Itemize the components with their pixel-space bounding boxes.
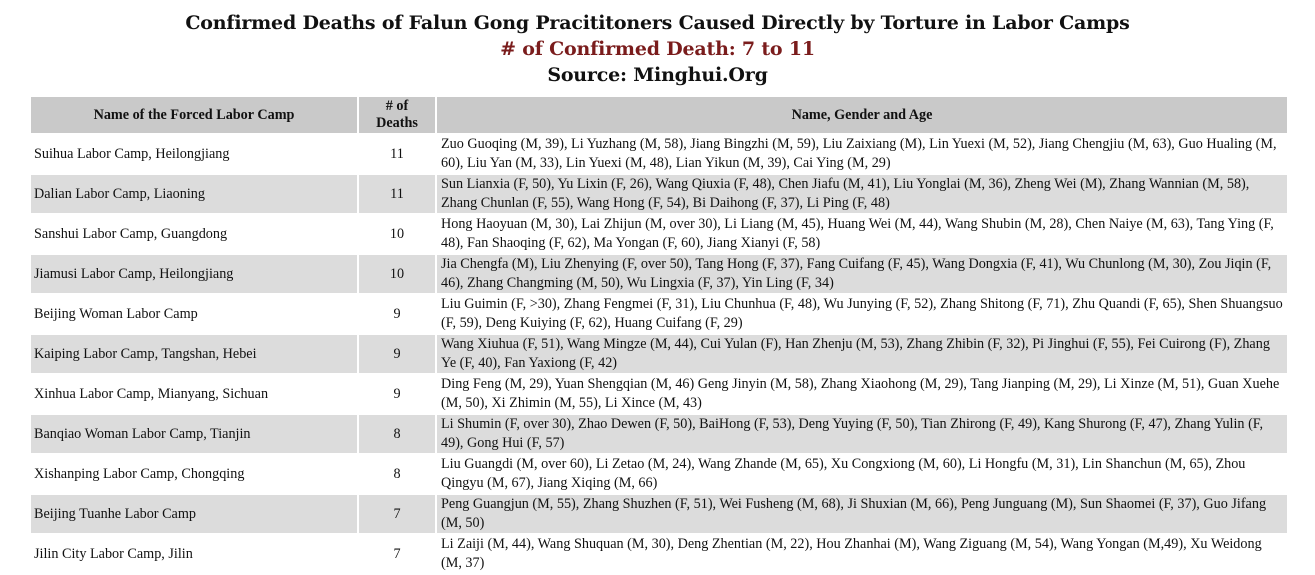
death-count-cell: 10	[357, 215, 437, 253]
table-row	[31, 535, 1287, 573]
source-line: Source: Minghui.Org	[547, 64, 768, 86]
victims-list-cell: Zuo Guoqing (M, 39), Li Yuzhang (M, 58), Jiang Bingzhi (M, 59), Liu Zaixiang (M), Lin Yuexi (M, 52), Jiang Chengjiu (M, 63), Guo Hualing (M, 60), Liu Yan (M, 33), Lin Yuexi (M, 48), Lian Yikun (M, 39), Cai Ying (M, 29)	[441, 136, 1277, 171]
death-count-cell: 7	[357, 495, 437, 533]
death-count-cell: 9	[357, 335, 437, 373]
death-count-cell: 7	[357, 535, 437, 573]
camp-name-cell: Jiamusi Labor Camp, Heilongjiang	[31, 255, 357, 293]
victims-list-cell: Liu Guimin (F, >30), Zhang Fengmei (F, 31), Liu Chunhua (F, 48), Wu Junying (F, 52), Zhang Shitong (F, 71), Zhu Quandi (F, 65), Shen Shuangsuo (F, 59), Deng Kuiying (F, 62), Huang Cuifang (F, 29)	[441, 296, 1283, 331]
table-row	[31, 295, 1287, 333]
victims-list-cell: Hong Haoyuan (M, 30), Lai Zhijun (M, over 30), Li Liang (M, 45), Huang Wei (M, 44), Wang Shubin (M, 28), Chen Naiye (M, 63), Tang Ying (F, 48), Fan Shaoqing (F, 62), Ma Yongan (F, 60), Jiang Xianyi (F, 58)	[441, 216, 1274, 251]
camp-name-cell: Banqiao Woman Labor Camp, Tianjin	[31, 415, 357, 453]
table-row	[31, 215, 1287, 253]
victims-list-cell: Liu Guangdi (M, over 60), Li Zetao (M, 24), Wang Zhande (M, 65), Xu Congxiong (M, 60), Li Hongfu (M, 31), Lin Shanchun (M, 65), Zhou Qingyu (M, 67), Jiang Xiqing (M, 66)	[441, 456, 1246, 491]
camp-name-cell: Xinhua Labor Camp, Mianyang, Sichuan	[34, 385, 269, 402]
table-row	[31, 495, 1287, 533]
camp-name-cell: Jilin City Labor Camp, Jilin	[34, 545, 193, 562]
column-header-names: Name, Gender and Age	[437, 97, 1287, 133]
table-row	[31, 335, 1287, 373]
victims-list-cell: Li Shumin (F, over 30), Zhao Dewen (F, 50), BaiHong (F, 53), Deng Yuying (F, 50), Tian Zhirong (F, 49), Kang Shurong (F, 47), Zhang Yulin (F, 49), Gong Hui (F, 57)	[437, 415, 1287, 453]
victims-list-cell: Sun Lianxia (F, 50), Yu Lixin (F, 26), Wang Qiuxia (F, 48), Chen Jiafu (M, 41), Liu Yonglai (M, 36), Zheng Wei (M), Zhang Wannian (M, 58), Zhang Chunlan (F, 55), Wang Hong (F, 54), Bi Daihong (F, 37), Li Ping (F, 48)	[437, 175, 1287, 213]
page-title: Confirmed Deaths of Falun Gong Pracititoners Caused Directly by Torture in Labor Camps	[185, 12, 1130, 34]
victims-list-cell: Wang Xiuhua (F, 51), Wang Mingze (M, 44), Cui Yulan (F), Han Zhenju (M, 53), Zhang Zhibin (F, 32), Pi Jinghui (F, 55), Fei Cuirong (F), Zhang Ye (F, 40), Fan Yaxiong (F, 42)	[437, 335, 1287, 373]
table-row	[31, 175, 1287, 213]
camp-name-cell: Kaiping Labor Camp, Tangshan, Hebei	[31, 335, 357, 373]
death-count-cell: 8	[357, 455, 437, 493]
camp-name-cell: Dalian Labor Camp, Liaoning	[31, 175, 357, 213]
victims-list-cell: Ding Feng (M, 29), Yuan Shengqian (M, 46) Geng Jinyin (M, 58), Zhang Xiaohong (M, 29), Tang Jianping (M, 29), Li Xinze (M, 51), Guan Xuehe (M, 50), Xi Zhimin (M, 55), Li Xince (M, 43)	[441, 376, 1280, 411]
camp-name-cell: Beijing Woman Labor Camp	[34, 305, 198, 322]
death-count-cell: 11	[357, 175, 437, 213]
death-count-cell: 9	[357, 375, 437, 413]
labor-camp-deaths-table	[31, 95, 1287, 575]
camp-name-cell: Beijing Tuanhe Labor Camp	[31, 495, 357, 533]
page-header	[0, 10, 1315, 88]
camp-name-cell: Xishanping Labor Camp, Chongqing	[34, 465, 245, 482]
table-row	[31, 415, 1287, 453]
page-subtitle: # of Confirmed Death: 7 to 11	[500, 38, 815, 60]
death-count-cell: 10	[357, 255, 437, 293]
table-row	[31, 255, 1287, 293]
table-row	[31, 135, 1287, 173]
column-header-deaths: # of Deaths	[357, 97, 437, 133]
victims-list-cell: Peng Guangjun (M, 55), Zhang Shuzhen (F, 51), Wei Fusheng (M, 68), Ji Shuxian (M, 66), Peng Junguang (M), Sun Shaomei (F, 37), Guo Jifang (M, 50)	[437, 495, 1287, 533]
camp-name-cell: Suihua Labor Camp, Heilongjiang	[34, 145, 230, 162]
camp-name-cell: Sanshui Labor Camp, Guangdong	[34, 225, 228, 242]
table-body	[31, 135, 1287, 573]
death-count-cell: 9	[357, 295, 437, 333]
victims-list-cell: Jia Chengfa (M), Liu Zhenying (F, over 50), Tang Hong (F, 37), Fang Cuifang (F, 45), Wang Dongxia (F, 41), Wu Chunlong (M, 30), Zou Jiqin (F, 46), Zhang Changming (M, 50), Wu Lingxia (F, 37), Yin Ling (F, 34)	[437, 255, 1287, 293]
table-row	[31, 455, 1287, 493]
death-count-cell: 8	[357, 415, 437, 453]
table-row	[31, 375, 1287, 413]
column-header-camp: Name of the Forced Labor Camp	[31, 97, 357, 133]
death-count-cell: 11	[357, 135, 437, 173]
victims-list-cell: Li Zaiji (M, 44), Wang Shuquan (M, 30), Deng Zhentian (M, 22), Hou Zhanhai (M), Wang Ziguang (M, 54), Wang Yongan (M,49), Xu Weidong (M, 37)	[441, 536, 1262, 571]
table-header-row	[31, 97, 1287, 133]
